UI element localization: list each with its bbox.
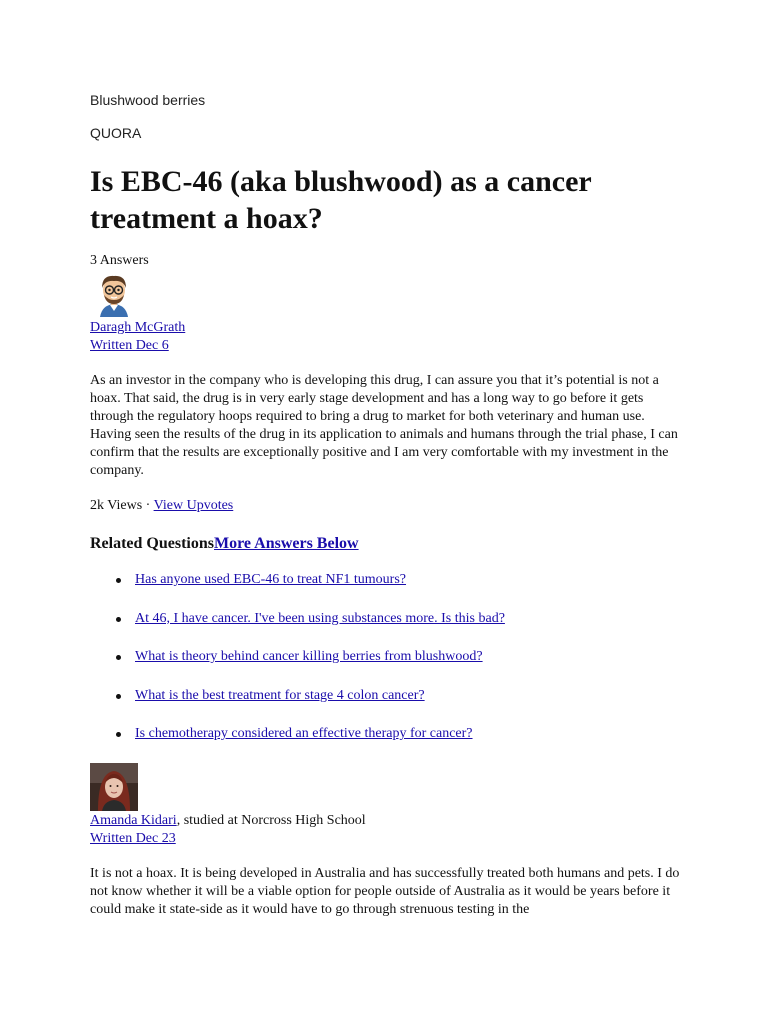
answer-1-body: As an investor in the company who is developing this drug, I can assure you that it’s potential is not a hoax. That said, the drug is in very early stage development and has a long way to go before it gets through the regulatory hoops required to bring a drug to market for both veterinary and human use. Having seen the results of the drug in its application to animals and humans through the trial phase, I can confirm that the results are exceptionally positive and I am very comfortable with my investment in the company. [90,373,678,478]
related-questions-label: Related Questions [90,535,214,552]
related-question-link[interactable]: What is the best treatment for stage 4 colon cancer? [135,687,425,703]
more-answers-below-link[interactable]: More Answers Below [214,535,359,552]
bullet-icon [116,617,121,622]
answer-1-author-link[interactable]: Daragh McGrath [90,320,186,335]
answer-1-header [90,319,185,355]
list-item [90,649,690,688]
list-item [90,688,690,727]
document-title: Blushwood berries [90,92,206,108]
bullet-icon [116,655,121,660]
answer-2-date-link[interactable]: Written Dec 23 [90,831,176,846]
answer-1-stats [90,498,233,514]
answer-2-header [90,812,366,848]
bullet-icon [116,694,121,699]
related-questions-list [90,572,690,765]
related-question-link[interactable]: What is theory behind cancer killing berries from blushwood? [135,649,483,664]
view-upvotes-link[interactable]: View Upvotes [153,498,234,513]
answer-1-date-link[interactable]: Written Dec 6 [90,338,169,353]
answer-2-body: It is not a hoax. It is being developed in Australia and has successfully treated both humans and pets. I do not know whether it will be a viable option for people outside of Australia as it would be years before it could make it state-side as it would have to go through strenuous testing in the [90,866,680,917]
cartoon-avatar-icon[interactable] [90,271,138,319]
list-item [90,572,690,611]
answer-1-views: 2k Views · [90,498,154,513]
answer-2-author-link[interactable]: Amanda Kidari [90,813,177,828]
photo-avatar-icon[interactable] [90,763,138,811]
bullet-icon [116,578,121,583]
answers-count: 3 Answers [90,253,149,268]
list-item [90,726,690,765]
list-item [90,611,690,650]
related-question-link[interactable]: Is chemotherapy considered an effective therapy for cancer? [135,726,473,741]
question-title: Is EBC-46 (aka blushwood) as a cancer treatment a hoax? [90,165,592,235]
source-label: QUORA [90,125,142,141]
related-questions-heading [90,535,359,553]
answer-2-credential: , studied at Norcross High School [176,813,366,828]
related-question-link[interactable]: At 46, I have cancer. I've been using substances more. Is this bad? [135,610,505,626]
related-question-link[interactable]: Has anyone used EBC-46 to treat NF1 tumours? [135,572,407,587]
bullet-icon [116,732,121,737]
